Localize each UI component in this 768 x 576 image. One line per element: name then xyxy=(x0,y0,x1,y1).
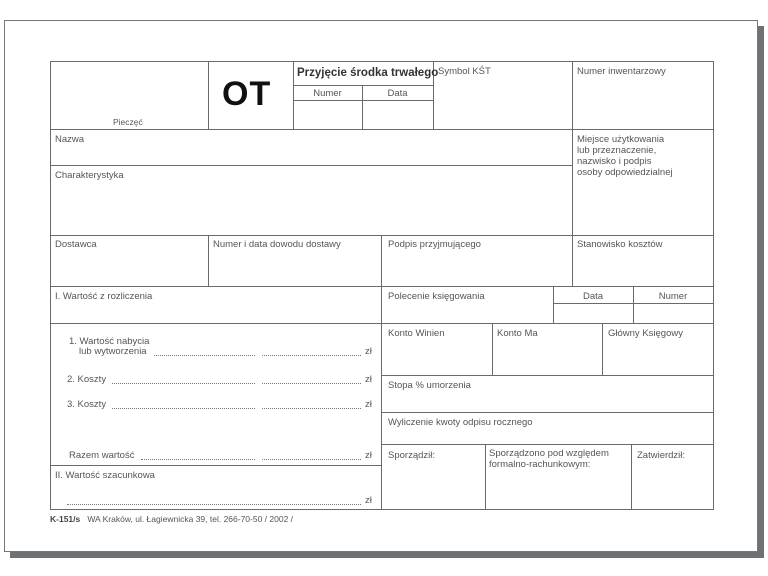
form-title: Przyjęcie środka trwałego xyxy=(297,67,439,79)
divider xyxy=(381,444,714,445)
costs-2-label: 2. Koszty xyxy=(67,374,107,385)
header-data-label: Data xyxy=(387,88,408,99)
prepared-by-label: Sporządził: xyxy=(388,450,435,461)
divider xyxy=(381,412,714,413)
costs-3-amount[interactable] xyxy=(262,408,361,409)
supplier-label: Dostawca xyxy=(55,239,97,250)
currency-label: zł xyxy=(365,346,372,357)
divider xyxy=(50,235,714,236)
characteristics-label: Charakterystyka xyxy=(55,170,124,181)
frame-top xyxy=(50,61,714,62)
name-label: Nazwa xyxy=(55,134,85,145)
currency-label: zł xyxy=(365,450,372,461)
divider xyxy=(293,100,433,101)
acquisition-value-amount[interactable] xyxy=(262,355,361,356)
estimated-value-label: II. Wartość szacunkowa xyxy=(55,470,155,481)
costs-2-field[interactable] xyxy=(112,383,255,384)
divider xyxy=(553,303,713,304)
divider xyxy=(208,235,209,286)
acquisition-value-field[interactable] xyxy=(154,355,255,356)
divider xyxy=(50,129,714,130)
footer xyxy=(50,514,293,525)
posting-date-label: Data xyxy=(582,291,604,302)
total-value-amount[interactable] xyxy=(262,459,361,460)
approved-by-label: Zatwierdził: xyxy=(637,450,686,461)
divider xyxy=(381,375,714,376)
inventory-number-label: Numer inwentarzowy xyxy=(577,66,666,77)
cost-center-label: Stanowisko kosztów xyxy=(577,239,663,250)
depreciation-rate-label: Stopa % umorzenia xyxy=(388,380,471,391)
divider xyxy=(293,85,433,86)
form-code: OT xyxy=(222,75,272,113)
divider xyxy=(50,465,381,466)
divider xyxy=(492,323,493,375)
currency-label: zł xyxy=(365,399,372,410)
costs-3-field[interactable] xyxy=(112,408,255,409)
costs-2-amount[interactable] xyxy=(262,383,361,384)
acquisition-value-label-2: lub wytworzenia xyxy=(79,346,147,357)
total-value-field[interactable] xyxy=(141,459,255,460)
symbol-kst-label: Symbol KŚT xyxy=(438,66,491,77)
acquisition-value-label: 1. Wartość nabycia xyxy=(69,336,150,347)
credit-account-label: Konto Ma xyxy=(497,328,538,339)
divider xyxy=(631,444,632,510)
stamp-label: Pieczęć xyxy=(113,117,143,127)
estimated-value-amount[interactable] xyxy=(67,504,361,505)
publisher-info: WA Kraków, ul. Łagiewnicka 39, tel. 266-70-50 / 2002 / xyxy=(87,514,294,524)
divider xyxy=(485,444,486,510)
header-numer-label: Numer xyxy=(313,88,342,99)
divider xyxy=(381,235,382,510)
divider xyxy=(572,61,573,236)
divider xyxy=(50,323,714,324)
total-value-label: Razem wartość xyxy=(69,450,135,461)
debit-account-label: Konto Winien xyxy=(388,328,445,339)
chief-accountant-label: Główny Księgowy xyxy=(608,328,683,339)
divider xyxy=(208,61,209,129)
receiver-signature-label: Podpis przyjmującego xyxy=(388,239,481,250)
divider xyxy=(602,323,603,375)
posting-order-label: Polecenie księgowania xyxy=(388,291,485,302)
frame-bottom xyxy=(50,509,714,510)
annual-write-off-label: Wyliczenie kwoty odpisu rocznego xyxy=(388,417,533,428)
form-catalog-code: K-151/s xyxy=(50,514,81,524)
divider xyxy=(50,286,714,287)
divider xyxy=(572,235,573,286)
currency-label: zł xyxy=(365,495,372,506)
posting-number-label: Numer xyxy=(658,291,688,302)
costs-3-label: 3. Koszty xyxy=(67,399,107,410)
currency-label: zł xyxy=(365,374,372,385)
settlement-value-label: I. Wartość z rozliczenia xyxy=(55,291,153,302)
divider xyxy=(50,165,572,166)
delivery-doc-label: Numer i data dowodu dostawy xyxy=(213,239,341,250)
